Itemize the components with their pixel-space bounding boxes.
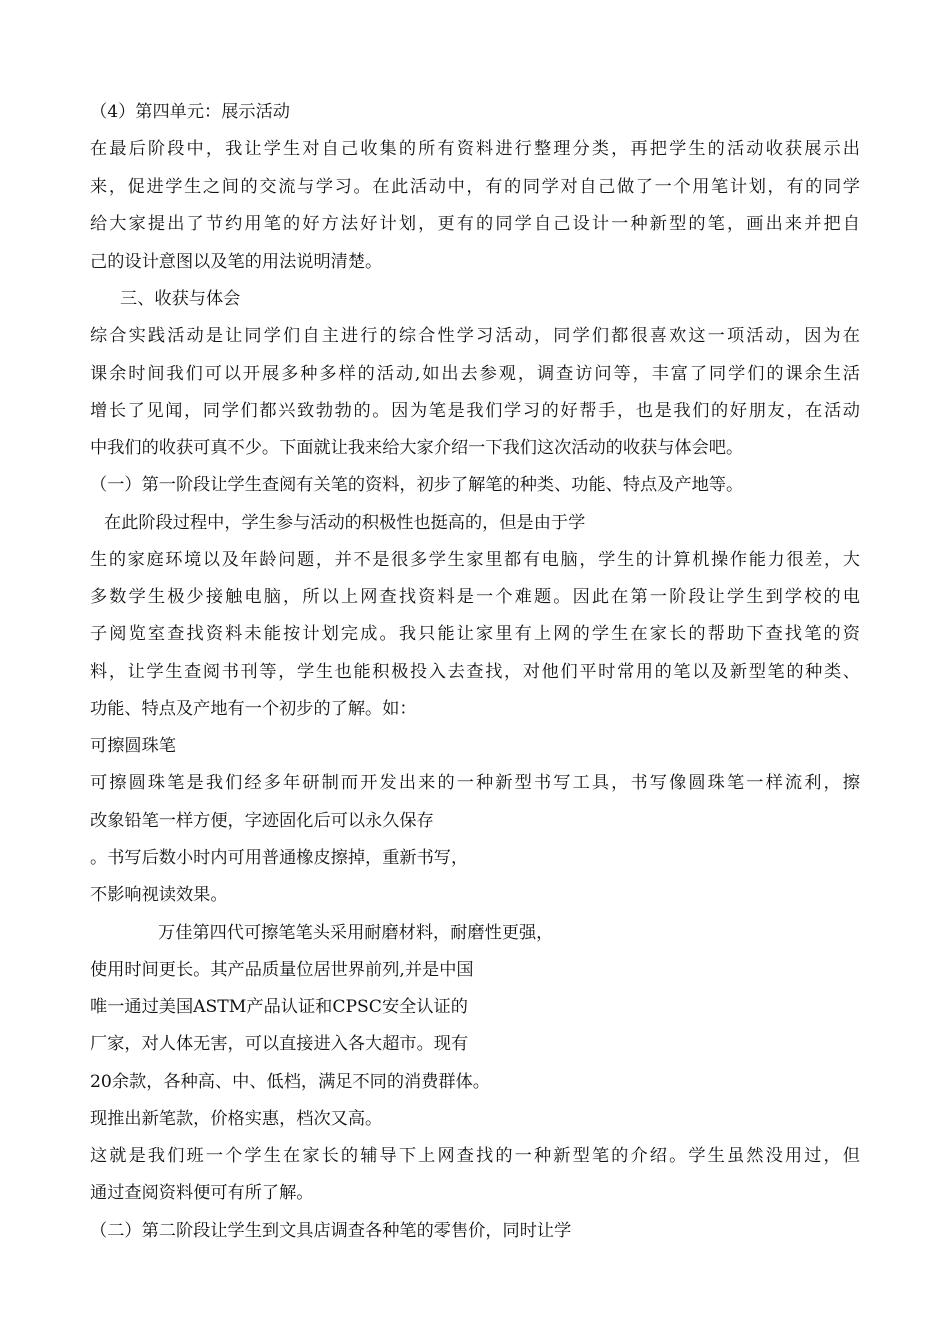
paragraph-line: 可擦圆珠笔是我们经多年研制而开发出来的一种新型书写工具，书写像圆珠笔一样流利，擦 <box>90 773 860 793</box>
subsection-heading-stage2: （二）第二阶段让学生到文具店调查各种笔的零售价，同时让学 <box>90 1221 572 1241</box>
paragraph-line: 这就是我们班一个学生在家长的辅导下上网查找的一种新型笔的介绍。学生虽然没用过，但 <box>90 1146 860 1166</box>
paragraph-line: 增长了见闻，同学们都兴致勃勃的。因为笔是我们学习的好帮手，也是我们的好朋友，在活动 <box>90 401 860 421</box>
paragraph-line: 唯一通过美国ASTM产品认证和CPSC安全认证的 <box>90 997 468 1017</box>
paragraph-line: 。书写后数小时内可用普通橡皮擦掉，重新书写， <box>90 848 469 868</box>
paragraph-line: 功能、特点及产地有一个初步的了解。如： <box>90 699 417 719</box>
paragraph-line: 现推出新笔款，价格实惠，档次又高。 <box>90 1109 383 1129</box>
paragraph-line: 20余款，各种高、中、低档，满足不同的消费群体。 <box>90 1072 490 1092</box>
subsection-heading-stage1: （一）第一阶段让学生查阅有关笔的资料，初步了解笔的种类、功能、特点及产地等。 <box>90 475 744 495</box>
paragraph-line: 在最后阶段中，我让学生对自己收集的所有资料进行整理分类，再把学生的活动收获展示出 <box>90 139 860 159</box>
paragraph-line: 来，促进学生之间的交流与学习。在此活动中，有的同学对自己做了一个用笔计划，有的同学 <box>90 177 860 197</box>
paragraph-line: 万佳第四代可擦笔笔头采用耐磨材料，耐磨性更强， <box>158 923 554 943</box>
paragraph-line: 通过查阅资料便可有所了解。 <box>90 1183 314 1203</box>
paragraph-line: 料，让学生查阅书刊等，学生也能积极投入去查找，对他们平时常用的笔以及新型笔的种类、 <box>90 662 860 682</box>
paragraph-line: 不影响视读效果。 <box>90 885 228 905</box>
paragraph-line: 改象铅笔一样方便，字迹固化后可以永久保存 <box>90 811 434 831</box>
paragraph-line: 多数学生极少接触电脑，所以上网查找资料是一个难题。因此在第一阶段让学生到学校的电 <box>90 587 860 607</box>
paragraph-line: 子阅览室查找资料未能按计划完成。我只能让家里有上网的学生在家长的帮助下查找笔的资 <box>90 624 860 644</box>
paragraph-line: 厂家，对人体无害，可以直接进入各大超市。现有 <box>90 1034 469 1054</box>
paragraph-line: 综合实践活动是让同学们自主进行的综合性学习活动，同学们都很喜欢这一项活动，因为在 <box>90 326 860 346</box>
paragraph-line: 己的设计意图以及笔的用法说明清楚。 <box>90 252 383 272</box>
paragraph-line: 在此阶段过程中，学生参与活动的积极性也挺高的，但是由于学 <box>104 513 586 533</box>
paragraph-line: 课余时间我们可以开展多种多样的活动,如出去参观，调查访问等，丰富了同学们的课余生活 <box>90 364 860 384</box>
paragraph-line: 生的家庭环境以及年龄问题，并不是很多学生家里都有电脑，学生的计算机操作能力很差，大 <box>90 550 860 570</box>
paragraph-line: 给大家提出了节约用笔的好方法好计划，更有的同学自己设计一种新型的笔，画出来并把自 <box>90 214 860 234</box>
paragraph-line: 中我们的收获可真不少。下面就让我来给大家介绍一下我们这次活动的收获与体会吧。 <box>90 438 744 458</box>
paragraph-line: 使用时间更长。其产品质量位居世界前列,并是中国 <box>90 960 474 980</box>
section-heading-unit4: （4）第四单元：展示活动 <box>90 102 290 122</box>
section-heading-harvest: 三、收获与体会 <box>120 289 241 309</box>
product-title: 可擦圆珠笔 <box>90 736 176 756</box>
